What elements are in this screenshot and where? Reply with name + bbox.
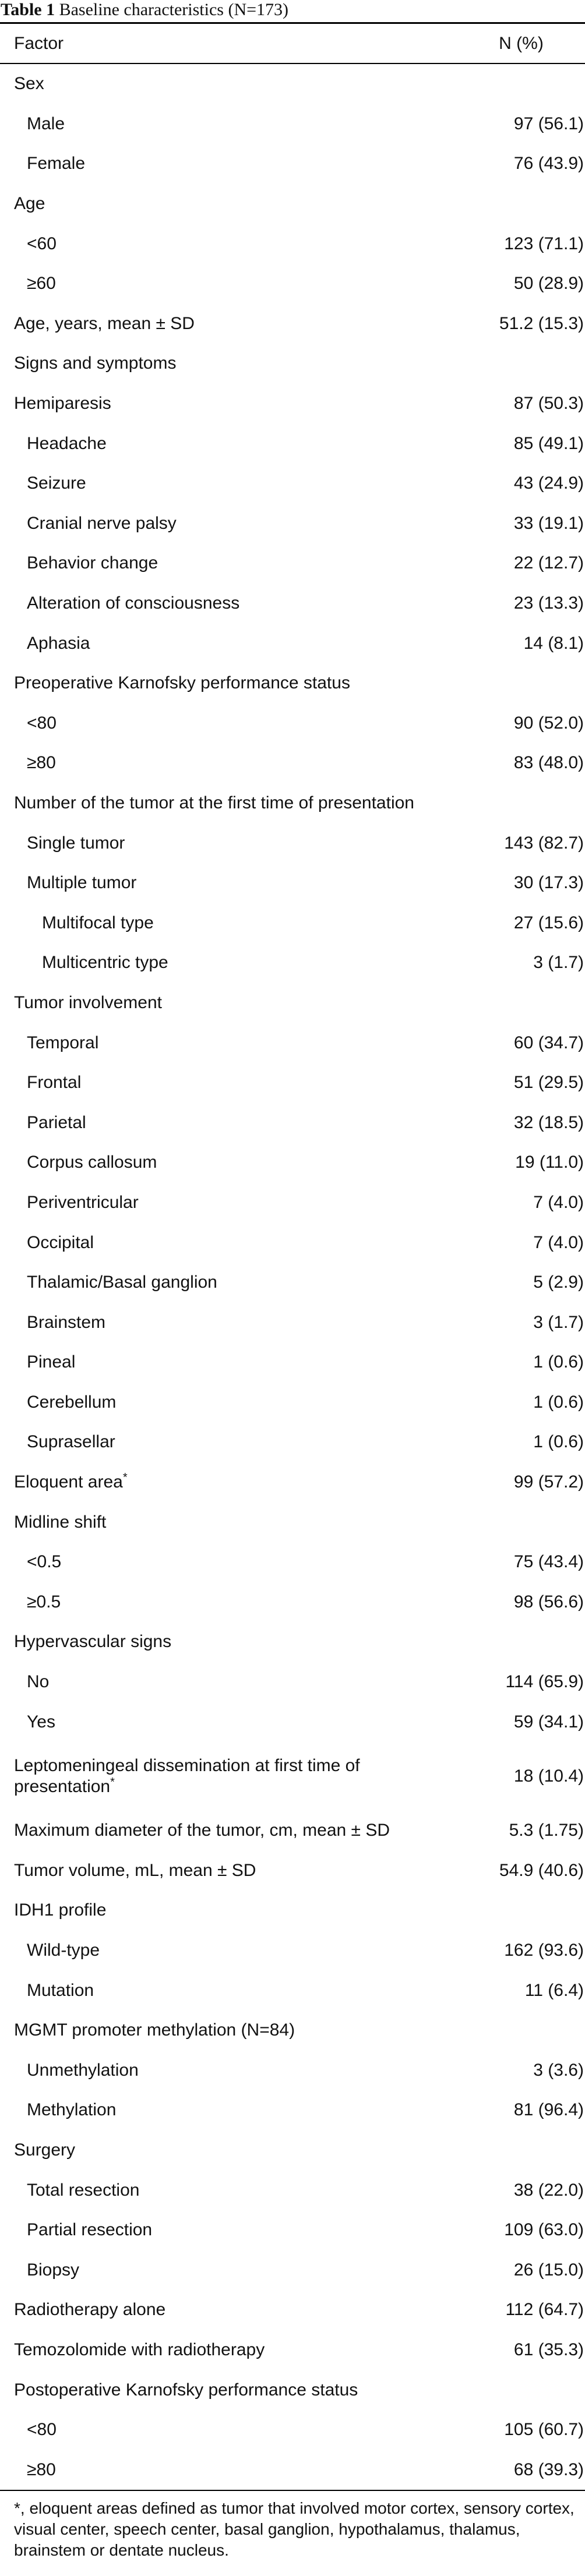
table-row bbox=[0, 304, 585, 344]
row-label-cell bbox=[0, 1183, 457, 1223]
row-value bbox=[457, 184, 585, 224]
row-label: Occipital bbox=[27, 1232, 94, 1252]
row-label-cell bbox=[0, 1742, 457, 1811]
table-header-row bbox=[0, 23, 585, 64]
row-label-cell bbox=[0, 1103, 457, 1143]
row-label: Age, years, mean ± SD bbox=[14, 313, 195, 333]
table-row bbox=[0, 2290, 585, 2330]
row-label-cell bbox=[0, 1702, 457, 1742]
row-label: Tumor volume, mL, mean ± SD bbox=[14, 1860, 256, 1880]
row-label-cell bbox=[0, 863, 457, 903]
row-label-cell bbox=[0, 2290, 457, 2330]
row-value: 3 (1.7) bbox=[533, 953, 584, 973]
row-label-cell bbox=[0, 2051, 457, 2091]
row-value: 61 (35.3) bbox=[513, 2340, 584, 2359]
row-label: Temozolomide with radiotherapy bbox=[14, 2340, 265, 2359]
table-body bbox=[0, 63, 585, 2490]
row-label-cell bbox=[0, 1582, 457, 1623]
row-value bbox=[457, 2130, 585, 2171]
row-label-cell bbox=[0, 1542, 457, 1582]
row-label: <80 bbox=[27, 713, 57, 733]
table-row bbox=[0, 184, 585, 224]
row-value bbox=[457, 63, 585, 104]
row-value bbox=[457, 983, 585, 1023]
row-value: 81 (96.4) bbox=[513, 2100, 584, 2120]
row-label-cell bbox=[0, 2090, 457, 2130]
table-row bbox=[0, 943, 585, 983]
row-value bbox=[457, 344, 585, 384]
row-label: Headache bbox=[27, 433, 107, 453]
row-value: 51 (29.5) bbox=[513, 1073, 584, 1093]
table-row bbox=[0, 2250, 585, 2290]
table-row bbox=[0, 1342, 585, 1383]
table-row bbox=[0, 1063, 585, 1103]
row-label: Sex bbox=[14, 74, 44, 94]
row-label-cell bbox=[0, 304, 457, 344]
row-value: 98 (56.6) bbox=[513, 1592, 584, 1612]
row-label-cell bbox=[0, 1222, 457, 1263]
table-row bbox=[0, 1143, 585, 1183]
row-label: Wild-type bbox=[27, 1941, 100, 1960]
row-label: Preoperative Karnofsky performance status bbox=[14, 673, 350, 693]
row-label: IDH1 profile bbox=[14, 1900, 107, 1920]
row-label-cell bbox=[0, 623, 457, 663]
row-label-cell bbox=[0, 1622, 457, 1662]
row-value: 51.2 (15.3) bbox=[499, 313, 584, 333]
table-row bbox=[0, 2051, 585, 2091]
row-label-cell bbox=[0, 2370, 457, 2410]
row-label: Signs and symptoms bbox=[14, 354, 177, 373]
table-row bbox=[0, 2210, 585, 2250]
row-label: Aphasia bbox=[27, 633, 90, 653]
row-value: 5.3 (1.75) bbox=[509, 1821, 584, 1840]
row-value: 85 (49.1) bbox=[513, 433, 584, 453]
row-label: <0.5 bbox=[27, 1552, 62, 1572]
row-value: 83 (48.0) bbox=[513, 753, 584, 773]
row-label: Behavior change bbox=[27, 553, 158, 573]
row-label-cell bbox=[0, 1851, 457, 1891]
row-label-cell bbox=[0, 63, 457, 104]
row-value: 1 (0.6) bbox=[533, 1352, 584, 1372]
row-value bbox=[457, 663, 585, 704]
row-label: Suprasellar bbox=[27, 1432, 115, 1452]
row-value: 54.9 (40.6) bbox=[499, 1860, 584, 1880]
row-label: Biopsy bbox=[27, 2260, 80, 2280]
row-value: 3 (3.6) bbox=[533, 2060, 584, 2080]
table-row bbox=[0, 1302, 585, 1342]
table-caption-label: Table 1 bbox=[1, 0, 55, 19]
table-row bbox=[0, 2410, 585, 2450]
row-label-cell bbox=[0, 1023, 457, 1063]
row-label-cell bbox=[0, 423, 457, 464]
table-row bbox=[0, 783, 585, 824]
row-label: Corpus callosum bbox=[27, 1153, 157, 1172]
row-value: 3 (1.7) bbox=[533, 1312, 584, 1332]
row-label: Parietal bbox=[27, 1112, 86, 1132]
table-row bbox=[0, 704, 585, 744]
table-row bbox=[0, 1891, 585, 1931]
row-label: <80 bbox=[27, 2420, 57, 2440]
table-row bbox=[0, 1542, 585, 1582]
table-row bbox=[0, 2130, 585, 2171]
row-label: Radiotherapy alone bbox=[14, 2300, 166, 2320]
table-row bbox=[0, 1263, 585, 1303]
table-row bbox=[0, 423, 585, 464]
row-label: Yes bbox=[27, 1712, 55, 1732]
row-label-cell bbox=[0, 1383, 457, 1423]
row-label-cell bbox=[0, 1063, 457, 1103]
row-label: Cranial nerve palsy bbox=[27, 513, 177, 533]
table-row bbox=[0, 1502, 585, 1542]
row-label: Postoperative Karnofsky performance status bbox=[14, 2380, 358, 2400]
table-row bbox=[0, 584, 585, 624]
row-label-cell bbox=[0, 2130, 457, 2171]
row-label-cell bbox=[0, 504, 457, 544]
row-value: 11 (6.4) bbox=[524, 1980, 584, 2000]
row-value: 18 (10.4) bbox=[513, 1766, 584, 1786]
table-row bbox=[0, 2450, 585, 2490]
row-label-cell bbox=[0, 743, 457, 783]
row-label-cell bbox=[0, 104, 457, 144]
table-row bbox=[0, 1970, 585, 2010]
row-label-cell bbox=[0, 943, 457, 983]
row-label-cell bbox=[0, 184, 457, 224]
row-label: Female bbox=[27, 154, 86, 174]
row-label: Methylation bbox=[27, 2100, 117, 2120]
row-label-cell bbox=[0, 1143, 457, 1183]
table-row bbox=[0, 1662, 585, 1702]
row-label: Single tumor bbox=[27, 833, 125, 853]
row-label: Male bbox=[27, 114, 65, 133]
table-row bbox=[0, 504, 585, 544]
row-label-cell bbox=[0, 1931, 457, 1971]
row-label-cell bbox=[0, 1502, 457, 1542]
table-row bbox=[0, 224, 585, 264]
row-label-cell bbox=[0, 543, 457, 584]
row-label-cell bbox=[0, 2250, 457, 2290]
row-label-cell bbox=[0, 1811, 457, 1851]
row-label-cell bbox=[0, 464, 457, 504]
baseline-table bbox=[0, 22, 585, 2491]
row-label: Seizure bbox=[27, 473, 86, 493]
row-label: <60 bbox=[27, 234, 57, 253]
row-label-cell bbox=[0, 1263, 457, 1303]
row-label: Total resection bbox=[27, 2180, 140, 2200]
row-label-cell bbox=[0, 2410, 457, 2450]
table-row bbox=[0, 1383, 585, 1423]
column-header-n: N (%) bbox=[457, 23, 585, 64]
table-row bbox=[0, 903, 585, 943]
row-label: Pineal bbox=[27, 1352, 76, 1372]
table-row bbox=[0, 823, 585, 863]
row-label: Mutation bbox=[27, 1980, 94, 2000]
row-value: 27 (15.6) bbox=[513, 913, 584, 932]
row-label-cell bbox=[0, 2010, 457, 2051]
row-value: 50 (28.9) bbox=[513, 274, 584, 294]
row-label: Hemiparesis bbox=[14, 394, 111, 414]
row-value: 60 (34.7) bbox=[513, 1033, 584, 1052]
row-label-cell bbox=[0, 1342, 457, 1383]
row-label-cell bbox=[0, 584, 457, 624]
row-label-cell bbox=[0, 823, 457, 863]
row-label-cell bbox=[0, 1662, 457, 1702]
row-value: 99 (57.2) bbox=[513, 1472, 584, 1492]
table-row bbox=[0, 983, 585, 1023]
row-value: 14 (8.1) bbox=[523, 633, 584, 653]
footnote-marker: * bbox=[110, 1775, 115, 1789]
row-label-cell bbox=[0, 2330, 457, 2370]
row-label: Alteration of consciousness bbox=[27, 593, 240, 613]
table-row bbox=[0, 1422, 585, 1462]
row-label-cell bbox=[0, 983, 457, 1023]
row-value bbox=[457, 1891, 585, 1931]
row-value: 68 (39.3) bbox=[457, 2450, 585, 2490]
table-row bbox=[0, 384, 585, 424]
row-label: Multiple tumor bbox=[27, 873, 137, 893]
row-value: 1 (0.6) bbox=[533, 1432, 584, 1452]
row-label-cell bbox=[0, 2210, 457, 2250]
row-label: Number of the tumor at the first time of presentation bbox=[14, 793, 414, 812]
row-value bbox=[457, 783, 585, 824]
row-value: 30 (17.3) bbox=[513, 873, 584, 893]
row-label-cell bbox=[0, 783, 457, 824]
row-label: Eloquent area bbox=[14, 1472, 123, 1492]
row-label-cell bbox=[0, 224, 457, 264]
row-value: 123 (71.1) bbox=[504, 234, 584, 253]
table-row bbox=[0, 743, 585, 783]
row-value: 26 (15.0) bbox=[513, 2260, 584, 2280]
row-label: Temporal bbox=[27, 1033, 99, 1052]
table-row bbox=[0, 1222, 585, 1263]
row-label: ≥0.5 bbox=[27, 1592, 61, 1612]
table-row bbox=[0, 1582, 585, 1623]
table-row bbox=[0, 2370, 585, 2410]
row-value: 97 (56.1) bbox=[513, 114, 584, 133]
table-row bbox=[0, 1851, 585, 1891]
row-value: 19 (11.0) bbox=[515, 1153, 584, 1172]
table-row bbox=[0, 2010, 585, 2051]
row-label: Surgery bbox=[14, 2140, 76, 2160]
row-label-cell bbox=[0, 1422, 457, 1462]
table-caption bbox=[0, 0, 585, 22]
row-label: Frontal bbox=[27, 1073, 82, 1093]
table-row bbox=[0, 543, 585, 584]
table-row bbox=[0, 1462, 585, 1503]
row-label: Partial resection bbox=[27, 2220, 153, 2240]
table-row bbox=[0, 863, 585, 903]
row-label: Thalamic/Basal ganglion bbox=[27, 1273, 217, 1292]
row-value: 109 (63.0) bbox=[504, 2220, 584, 2240]
row-value: 43 (24.9) bbox=[513, 473, 584, 493]
table-row bbox=[0, 344, 585, 384]
row-label-cell bbox=[0, 1970, 457, 2010]
row-label-cell bbox=[0, 2450, 457, 2490]
row-label: Multifocal type bbox=[42, 913, 154, 932]
row-value bbox=[457, 1502, 585, 1542]
row-value: 59 (34.1) bbox=[513, 1712, 584, 1732]
row-label: No bbox=[27, 1672, 50, 1692]
row-label: Tumor involvement bbox=[14, 992, 162, 1012]
row-label: Brainstem bbox=[27, 1312, 106, 1332]
row-label: Age bbox=[14, 194, 45, 214]
table-row bbox=[0, 264, 585, 304]
row-label: ≥80 bbox=[27, 753, 56, 773]
row-label: Cerebellum bbox=[27, 1392, 117, 1412]
row-label-cell bbox=[0, 344, 457, 384]
row-value: 114 (65.9) bbox=[505, 1672, 584, 1692]
table-row bbox=[0, 1931, 585, 1971]
footnote-marker: * bbox=[122, 1471, 128, 1485]
table-row bbox=[0, 464, 585, 504]
row-value bbox=[457, 2010, 585, 2051]
table-row bbox=[0, 623, 585, 663]
row-value: 7 (4.0) bbox=[533, 1192, 584, 1212]
row-label: MGMT promoter methylation (N=84) bbox=[14, 2020, 295, 2040]
table-row bbox=[0, 1742, 585, 1811]
row-value bbox=[457, 1622, 585, 1662]
row-label-cell bbox=[0, 1462, 457, 1503]
row-value: 1 (0.6) bbox=[533, 1392, 584, 1412]
table-row bbox=[0, 63, 585, 104]
table-row bbox=[0, 1622, 585, 1662]
row-value: 162 (93.6) bbox=[504, 1941, 584, 1960]
row-value: 38 (22.0) bbox=[513, 2180, 584, 2200]
row-label: Midline shift bbox=[14, 1512, 107, 1532]
table-row bbox=[0, 144, 585, 184]
row-value: 75 (43.4) bbox=[513, 1552, 584, 1572]
row-value: 23 (13.3) bbox=[513, 593, 584, 613]
row-label: Unmethylation bbox=[27, 2060, 139, 2080]
row-label-cell bbox=[0, 663, 457, 704]
row-value bbox=[457, 2370, 585, 2410]
table-row bbox=[0, 663, 585, 704]
table-footnote: *, eloquent areas defined as tumor that involved motor cortex, sensory cortex, visual center, speech center, basal ganglion, hypothalamus, thalamus, brainstem or dentate nucleus. bbox=[14, 2499, 575, 2560]
table-row bbox=[0, 1183, 585, 1223]
row-value: 143 (82.7) bbox=[504, 833, 584, 853]
row-value: 105 (60.7) bbox=[504, 2420, 584, 2440]
row-label-cell bbox=[0, 384, 457, 424]
row-label: Multicentric type bbox=[42, 953, 168, 973]
table-row bbox=[0, 2170, 585, 2210]
row-label-cell bbox=[0, 903, 457, 943]
table-row bbox=[0, 1103, 585, 1143]
table-row bbox=[0, 2090, 585, 2130]
row-value: 90 (52.0) bbox=[513, 713, 584, 733]
row-label-cell bbox=[0, 2170, 457, 2210]
row-label-cell bbox=[0, 264, 457, 304]
row-label-cell bbox=[0, 1891, 457, 1931]
row-value: 32 (18.5) bbox=[513, 1112, 584, 1132]
row-label: ≥80 bbox=[27, 2460, 56, 2479]
table-row bbox=[0, 104, 585, 144]
row-value: 87 (50.3) bbox=[513, 394, 584, 414]
table-caption-text: Baseline characteristics (N=173) bbox=[59, 0, 289, 19]
table-row bbox=[0, 1811, 585, 1851]
row-label-cell bbox=[0, 144, 457, 184]
column-header-factor: Factor bbox=[0, 23, 457, 64]
table-row bbox=[0, 2330, 585, 2370]
row-value: 7 (4.0) bbox=[533, 1232, 584, 1252]
table-row bbox=[0, 1023, 585, 1063]
row-value: 76 (43.9) bbox=[513, 154, 584, 174]
row-value: 5 (2.9) bbox=[533, 1273, 584, 1292]
table-row bbox=[0, 1702, 585, 1742]
row-label-cell bbox=[0, 1302, 457, 1342]
row-label: Hypervascular signs bbox=[14, 1632, 172, 1652]
row-value: 22 (12.7) bbox=[513, 553, 584, 573]
row-label: Periventricular bbox=[27, 1192, 139, 1212]
row-value: 112 (64.7) bbox=[505, 2300, 584, 2320]
row-label: ≥60 bbox=[27, 274, 56, 294]
row-label: Leptomeningeal dissemination at first time of presentation bbox=[14, 1755, 360, 1796]
row-label: Maximum diameter of the tumor, cm, mean ± SD bbox=[14, 1821, 390, 1840]
row-label-cell bbox=[0, 704, 457, 744]
row-value: 33 (19.1) bbox=[513, 513, 584, 533]
